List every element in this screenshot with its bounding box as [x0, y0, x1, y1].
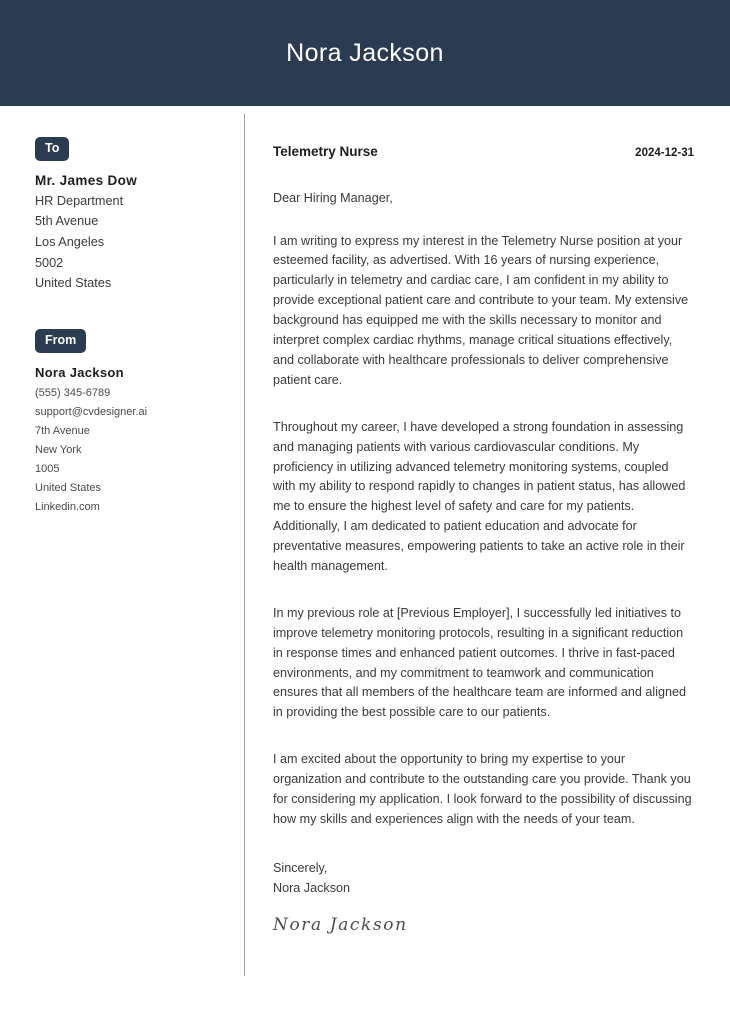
- letter-paragraph: In my previous role at [Previous Employer], I successfully led initiatives to improve telemetry monitoring protocols, resulting in a significant reduction in response times and enhanced patient outcomes. I thrive in fast-paced environments, and my commitment to teamwork and communication ensures that all members of the healthcare team are informed and aligned in providing the best possible care to our patients.: [273, 605, 687, 720]
- sender-name: Nora Jackson: [35, 364, 124, 380]
- signature: Nora Jackson: [273, 914, 408, 935]
- recipient-address: [35, 173, 224, 291]
- recipient-line: HR Department: [35, 193, 124, 208]
- letter-paragraph: I am writing to express my interest in the Telemetry Nurse position at your esteemed facility, as advertised. With 16 years of nursing experience, particularly in telemetry and cardiac care, I am confident in my ability to provide exceptional patient care and contribute to your team. My extensive background has equipped me with the skills necessary to monitor and interpret complex cardiac rhythms, manage critical situations effectively, and collaborate with healthcare professionals to deliver comprehensive patient care.: [273, 233, 689, 387]
- sender-line: 1005: [35, 462, 60, 475]
- document-body: [0, 106, 730, 1024]
- to-badge: To: [35, 137, 69, 161]
- document-header: [0, 0, 730, 106]
- sender-line: United States: [35, 481, 102, 494]
- sender-phone: (555) 345-6789: [35, 386, 111, 399]
- closing-name: Nora Jackson: [273, 880, 350, 895]
- recipient-line: Los Angeles: [35, 234, 105, 249]
- sender-website: Linkedin.com: [35, 500, 100, 513]
- job-title: Telemetry Nurse: [273, 144, 378, 159]
- sender-address: [35, 365, 224, 513]
- letter-paragraph: I am excited about the opportunity to bring my expertise to your organization and contribute to the outstanding care you provide. Thank you for considering my application. I look forward to the possibility of discussing how my skills and experiences align with the needs of your team.: [273, 752, 692, 826]
- letter-date: 2024-12-31: [635, 147, 694, 159]
- sender-block: [35, 329, 224, 513]
- letter-header-row: [273, 144, 694, 159]
- sender-line: 7th Avenue: [35, 424, 90, 437]
- closing-block: [273, 859, 694, 899]
- letter-paragraph: Throughout my career, I have developed a strong foundation in assessing and managing patients with various cardiovascular conditions. My proficiency in utilizing advanced telemetry monitoring systems, coupled with my ability to respond rapidly to changes in patient status, has allowed me to ensure the highest level of safety and care for my patients. Additionally, I am dedicated to patient education and advocate for preventative measures, empowering patients to take an active role in their health management.: [273, 419, 686, 573]
- page-title: Nora Jackson: [286, 38, 444, 67]
- recipient-line: 5002: [35, 255, 64, 270]
- recipient-line: 5th Avenue: [35, 214, 99, 229]
- recipient-line: United States: [35, 276, 112, 291]
- sender-email: support@cvdesigner.ai: [35, 405, 148, 418]
- closing-word: Sincerely,: [273, 860, 328, 875]
- recipient-block: [35, 137, 224, 290]
- from-badge: From: [35, 329, 86, 353]
- salutation: Dear Hiring Manager,: [273, 191, 393, 205]
- sidebar: [0, 106, 244, 1024]
- sender-line: New York: [35, 443, 82, 456]
- letter-content: [245, 106, 730, 1024]
- recipient-name: Mr. James Dow: [35, 172, 138, 188]
